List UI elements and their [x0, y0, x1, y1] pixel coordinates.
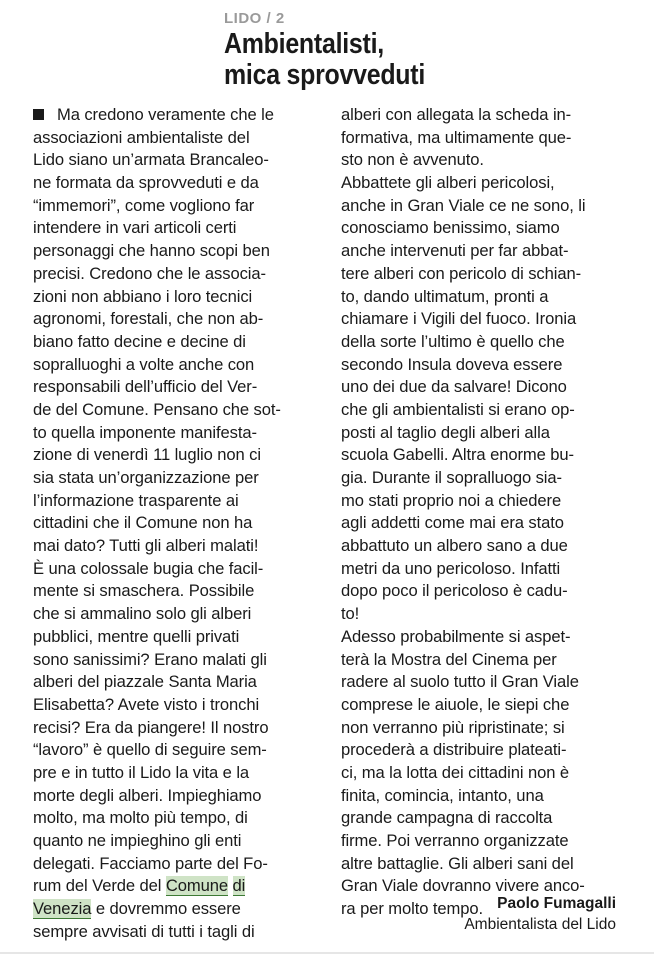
text-line: “immemori”, come vogliono far — [33, 195, 255, 215]
text-line: mo stati proprio noi a chiedere — [341, 490, 562, 510]
headline-line-2: mica sprovveduti — [224, 59, 426, 91]
text-line: posti al taglio degli alberi alla — [341, 422, 550, 442]
paragraph-bullet-icon — [33, 109, 44, 120]
text-line: delegati. Facciamo parte del Fo- — [33, 853, 268, 873]
text-line: intendere in vari articoli certi — [33, 218, 237, 238]
author-name: Paolo Fumagalli — [497, 895, 616, 912]
text-line: agli addetti come mai era stato — [341, 513, 564, 533]
text-line: Venezia e dovremmo essere — [33, 899, 241, 919]
text-line: metri da uno pericoloso. Infatti — [341, 558, 561, 578]
text-line: grande campagna di raccolta — [341, 808, 553, 828]
text-line: pre e in tutto il Lido la vita e la — [33, 762, 250, 782]
article-column-2 — [341, 104, 647, 921]
text-line: to quella imponente manifesta- — [33, 422, 257, 442]
text-line: ci, ma la lotta dei cittadini non è — [341, 762, 570, 782]
text-line: uno dei due da salvare! Dicono — [341, 377, 567, 397]
text-line: Lido siano un’armata Brancaleo- — [33, 150, 269, 170]
text-line: morte degli alberi. Impieghiamo — [33, 785, 262, 805]
link-venezia[interactable]: Venezia — [33, 899, 92, 919]
text-line: quanto ne impieghino gli enti — [33, 831, 242, 850]
text-line: terà la Mostra del Cinema per — [341, 649, 557, 669]
text-line: molto, ma molto più tempo, di — [33, 808, 248, 828]
text-line: sia stata un’organizzazione per — [33, 468, 259, 487]
author-role: Ambientalista del Lido — [464, 916, 616, 933]
text-line: gia. Durante il sopralluogo sia- — [341, 468, 562, 487]
text-line: rum del Verde del Comune di — [33, 876, 246, 896]
headline-line-1: Ambientalisti, — [224, 28, 384, 60]
text-line: associazioni ambientaliste del — [33, 127, 250, 147]
link-comune[interactable]: Comune — [165, 876, 228, 896]
text-line: personaggi che hanno scopi ben — [33, 241, 270, 261]
text-line: che si ammalino solo gli alberi — [33, 604, 252, 624]
text-line: biano fatto decine e decine di — [33, 331, 246, 351]
bottom-divider — [0, 952, 654, 954]
text-line: zione di venerdì 11 luglio non ci — [33, 445, 261, 465]
text-line: alberi del piazzale Santa Maria — [33, 672, 257, 692]
text-line: firme. Poi verranno organizzate — [341, 831, 569, 850]
text-line: de del Comune. Pensano che sot- — [33, 399, 281, 419]
text-line: dopo poco il pericoloso è cadu- — [341, 581, 568, 601]
text-line: scuola Gabelli. Altra enorme bu- — [341, 445, 574, 465]
text-line: della sorte l’ultimo è quello che — [341, 331, 565, 351]
text-line: cittadini che il Comune non ha — [33, 513, 253, 533]
article-headline — [224, 29, 425, 91]
text-line: finita, comincia, intanto, una — [341, 785, 544, 805]
text-line: procederà a distribuire plateati- — [341, 740, 567, 760]
text-line: non verranno più ripristinate; si — [341, 717, 565, 737]
text-line: ra per molto tempo. — [341, 899, 483, 919]
text-line: sto non è avvenuto. — [341, 150, 484, 170]
text-line: precisi. Credono che le associa- — [33, 263, 266, 283]
text-line: responsabili dell’ufficio del Ver- — [33, 377, 258, 397]
author-signature — [464, 894, 616, 936]
link-di[interactable]: di — [232, 876, 246, 896]
text-line: secondo Insula doveva essere — [341, 354, 563, 374]
text-line: Gran Viale dovranno vivere anco- — [341, 876, 585, 896]
text-line: zioni non abbiano i loro tecnici — [33, 286, 253, 306]
text-line: formativa, ma ultimamente que- — [341, 127, 572, 147]
text-line: abbattuto un albero sano a due — [341, 536, 568, 556]
text-line: conosciamo benissimo, siamo — [341, 218, 560, 238]
text-line: tere alberi con pericolo di schian- — [341, 263, 582, 283]
text-line: recisi? Era da piangere! Il nostro — [33, 717, 269, 737]
text-line: altre battaglie. Gli alberi sani del — [341, 853, 574, 873]
text-line: È una colossale bugia che facil- — [33, 558, 264, 578]
text-line: Ma credono veramente che le — [33, 104, 333, 127]
text-line: sopralluoghi a volte anche con — [33, 354, 255, 374]
text-line: Abbattete gli alberi pericolosi, — [341, 173, 555, 193]
text-line: alberi con allegata la scheda in- — [341, 105, 572, 124]
text-line: l’informazione trasparente ai — [33, 490, 239, 510]
section-kicker: LIDO / 2 — [224, 10, 285, 27]
text-line: Adesso probabilmente si aspet- — [341, 626, 571, 646]
text-line: to, dando ultimatum, pronti a — [341, 286, 549, 306]
text-line: radere al suolo tutto il Gran Viale — [341, 672, 579, 692]
text-line: anche in Gran Viale ce ne sono, li — [341, 195, 586, 215]
article-column-1 — [33, 104, 333, 943]
text-line: anche intervenuti per far abbat- — [341, 241, 569, 261]
text-line: mai dato? Tutti gli alberi malati! — [33, 536, 259, 556]
text-line: agronomi, forestali, che non ab- — [33, 309, 264, 329]
text-line: comprese le aiuole, le siepi che — [341, 694, 570, 714]
text-line: sono sanissimi? Erano malati gli — [33, 649, 267, 669]
text-line: to! — [341, 604, 360, 624]
text-line: chiamare i Vigili del fuoco. Ironia — [341, 309, 577, 329]
text-line: sempre avvisati di tutti i tagli di — [33, 921, 255, 941]
text-line: Elisabetta? Avete visto i tronchi — [33, 694, 260, 714]
text-line: “lavoro” è quello di seguire sem- — [33, 740, 267, 760]
text-line: mente si smaschera. Possibile — [33, 581, 255, 601]
text-line: pubblici, mentre quelli privati — [33, 626, 240, 646]
text-line: ne formata da sprovveduti e da — [33, 173, 259, 193]
text-line: che gli ambientalisti si erano op- — [341, 399, 575, 419]
